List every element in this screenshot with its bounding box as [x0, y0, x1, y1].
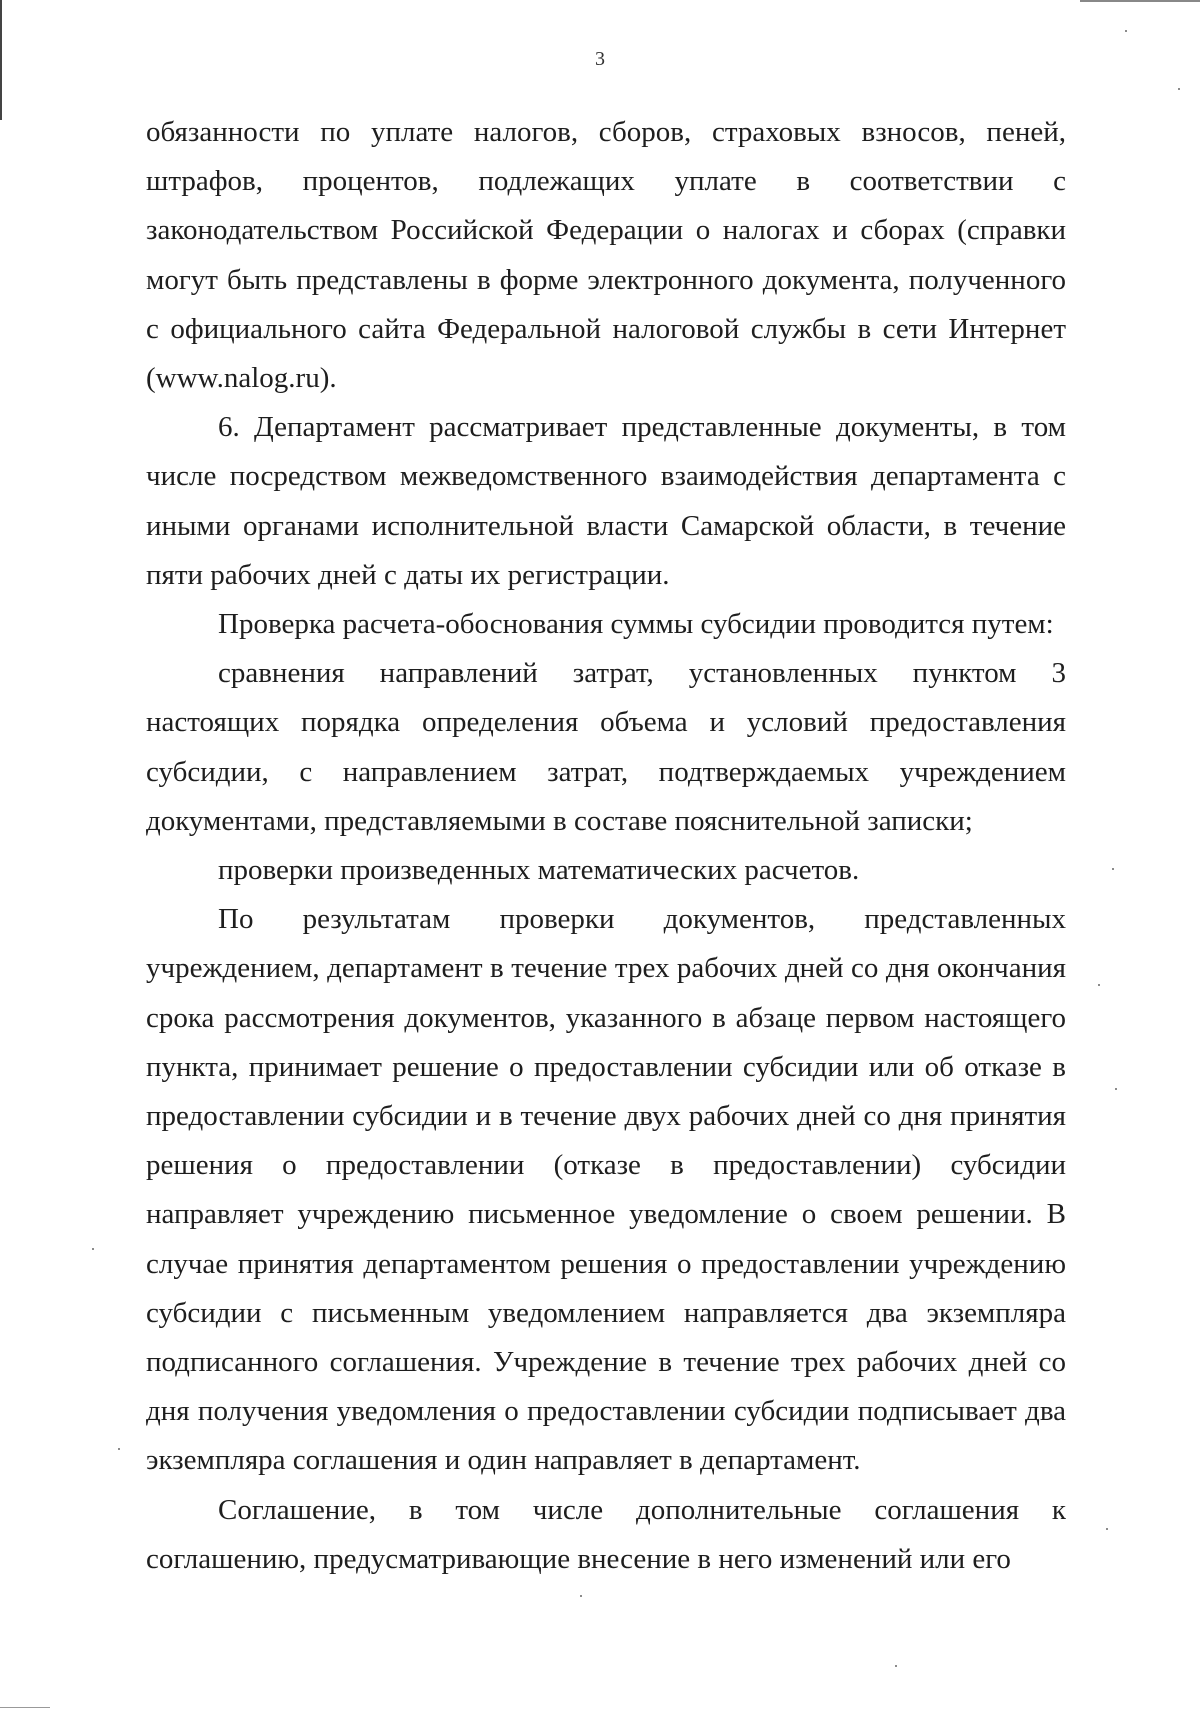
- scan-speck: [1106, 1528, 1108, 1530]
- paragraph-decision: По результатам проверки документов, представленных учреждением, департамент в течение трех рабочих дней со дня окончания срока рассмотрения документов, указанного в абзаце первом настоящего пункта, принимает решение о предоставлении субсидии или об отказе в предоставлении субсидии и в течение двух рабочих дней со дня принятия решения о предоставлении (отказе в предоставлении) субсидии направляет учреждению письменное уведомление о своем решении. В случае принятия департаментом решения о предоставлении учреждению субсидии с письменным уведомлением направляется два экземпляра подписанного соглашения. Учреждение в течение трех рабочих дней со дня получения уведомления о предоставлении субсидии подписывает два экземпляра соглашения и один направляет в департамент.: [146, 903, 1066, 1477]
- scan-speck: [1112, 868, 1114, 870]
- scan-speck: [580, 1595, 582, 1597]
- scan-edge-top-right: [1080, 0, 1200, 2]
- scan-edge-bottom-left: [0, 1707, 50, 1708]
- scan-speck: [895, 1665, 897, 1667]
- page-number: 3: [595, 48, 605, 70]
- paragraph-check-calculations: проверки произведенных математических расчетов.: [218, 854, 860, 887]
- scan-speck: [118, 1448, 120, 1450]
- paragraph-agreement: Соглашение, в том числе дополнительные соглашения к соглашению, предусматривающие внесение в него изменений или его: [146, 1493, 1066, 1575]
- paragraph-check-intro: Проверка расчета-обоснования суммы субсидии проводится путем:: [218, 608, 1054, 641]
- scan-speck: [1115, 1088, 1117, 1090]
- scan-speck: [92, 1248, 94, 1250]
- scan-speck: [1125, 30, 1127, 32]
- scan-speck: [1178, 88, 1180, 90]
- paragraph-item-6: 6. Департамент рассматривает представленные документы, в том числе посредством межведомственного взаимодействия департамента с иными органами исполнительной власти Самарской области, в течение пяти рабочих дней с даты их регистрации.: [146, 411, 1066, 591]
- paragraph-compare-costs: сравнения направлений затрат, установленных пунктом 3 настоящих порядка определения объема и условий предоставления субсидии, с направлением затрат, подтверждаемых учреждением документами, представляемыми в составе пояснительной записки;: [146, 657, 1066, 837]
- document-body: [146, 108, 1066, 1584]
- scan-speck: [1098, 984, 1100, 986]
- paragraph-taxes-continuation: обязанности по уплате налогов, сборов, страховых взносов, пеней, штрафов, процентов, подлежащих уплате в соответствии с законодательством Российской Федерации о налогах и сборах (справки могут быть представлены в форме электронного документа, полученного с официального сайта Федеральной налоговой службы в сети Интернет (www.nalog.ru).: [146, 116, 1066, 395]
